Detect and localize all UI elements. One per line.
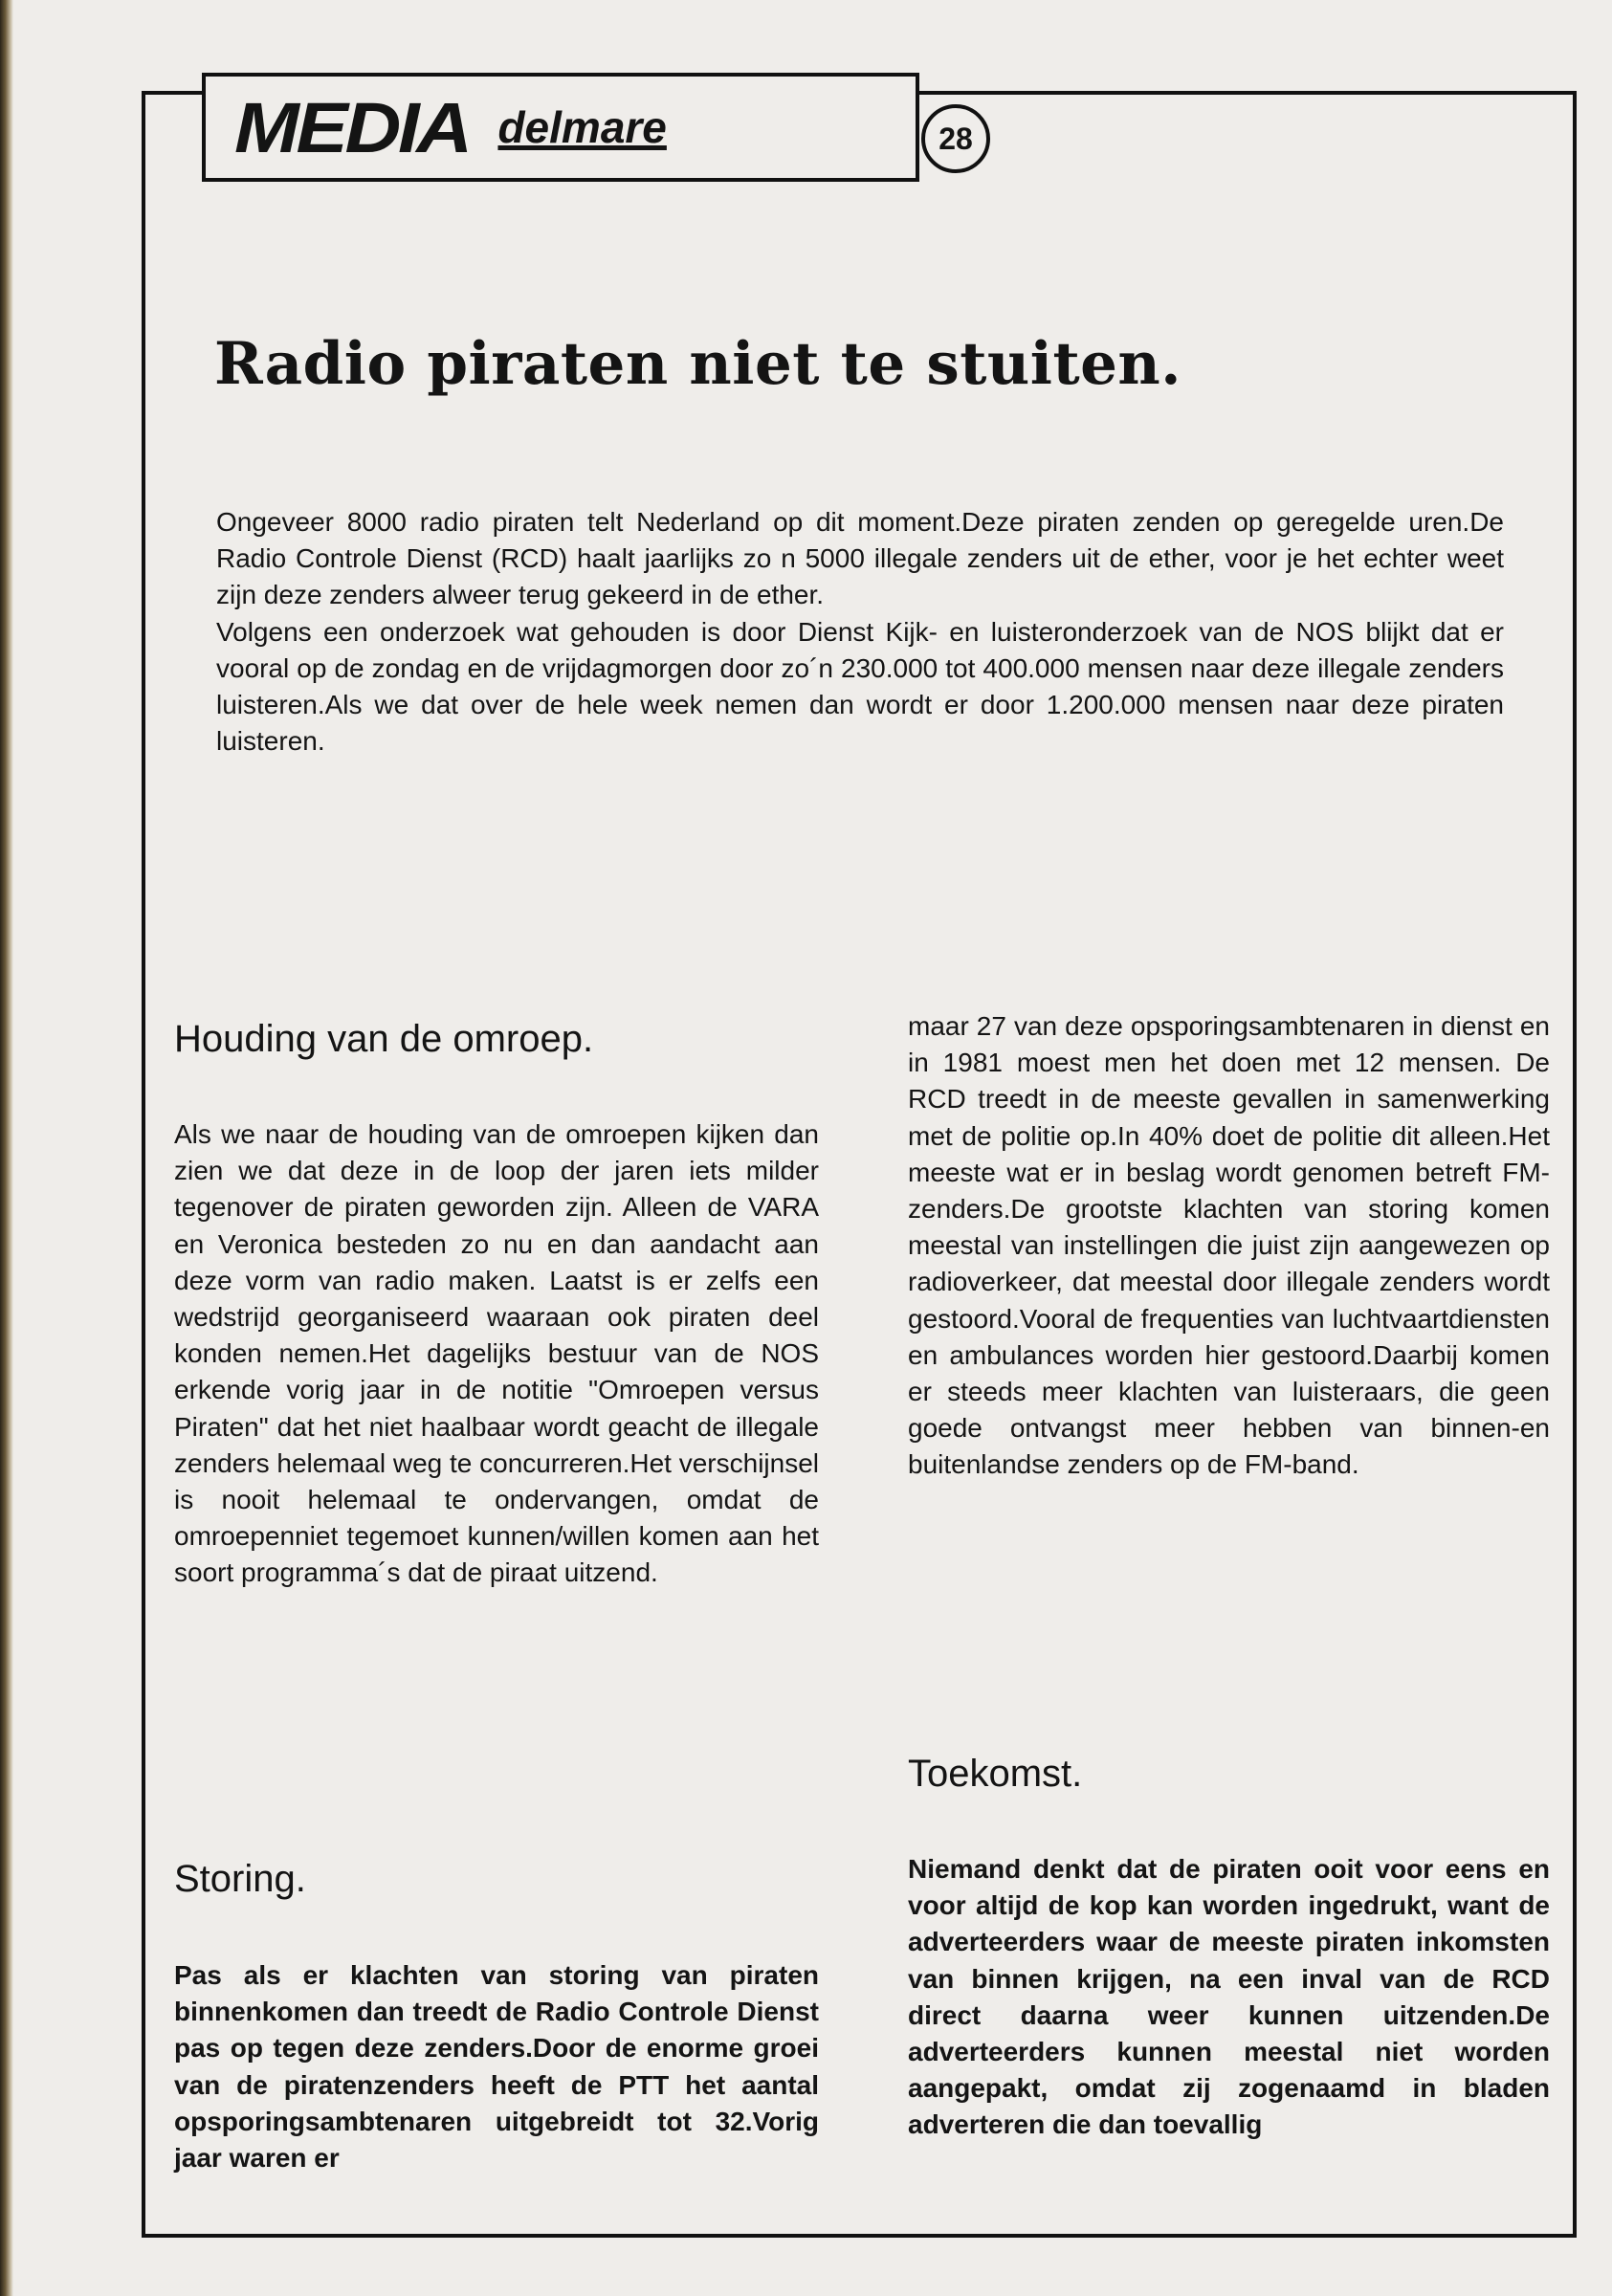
intro-paragraph: Ongeveer 8000 radio piraten telt Nederland op dit moment.Deze piraten zenden op geregelde uren.De Radio Controle Dienst (RCD) haalt jaarlijks zo n 5000 illegale zenders uit de ether, voor je het echter weet zijn deze zenders alweer terug gekeerd in de ether. [216,507,1504,610]
heading-houding: Houding van de omroep. [174,1018,594,1060]
masthead [202,73,919,182]
book-binding [0,0,13,2296]
logo-delmare: delmare [497,102,667,152]
body-toekomst: Niemand denkt dat de piraten ooit voor eens en voor altijd de kop kan worden ingedrukt, want de adverteerders waar de meeste piraten inkomsten van binnen krijgen, na een inval van de RCD direct daarna weer kunnen uitzenden.De adverteerders kunnen meestal niet worden aangepakt, omdat zij zogenaamd in bladen adverteren die dan toevallig [908,1854,1550,2140]
intro-paragraph: Volgens een onderzoek wat gehouden is door Dienst Kijk- en luisteronderzoek van de NOS blijkt dat er vooral op de zondag en de vrijdagmorgen door zo´n 230.000 tot 400.000 mensen naar deze illegale zenders luisteren.Als we dat over de hele week nemen dan wordt er door 1.200.000 mensen naar deze piraten luisteren. [216,616,1504,757]
heading-storing: Storing. [174,1858,306,1900]
logo-media: MEDIA [234,87,470,167]
heading-toekomst: Toekomst. [908,1753,1083,1795]
body-houding: Als we naar de houding van de omroepen kijken dan zien we dat deze in de loop der jaren iets milder tegenover de piraten geworden zijn. Alleen de VARA en Veronica besteden zo nu en dan aandacht aan deze vorm van radio maken. Laatst is er zelfs een wedstrijd georganiseerd waaraan ook piraten deel konden nemen.Het dagelijks bestuur van de NOS erkende vorig jaar in de notitie "Omroepen versus Piraten" dat het niet haalbaar wordt geacht de illegale zenders helemaal weg te concurreren.Het verschijnsel is nooit helemaal te ondervangen, omdat de omroepenniet tegemoet kunnen/willen komen aan het soort programma´s dat de piraat uitzend. [174,1119,819,1588]
body-storing-continued: maar 27 van deze opsporingsambtenaren in dienst en in 1981 moest men het doen met 12 mensen. De RCD treedt in de meeste gevallen in samenwerking met de politie op.In 40% doet de politie dit alleen.Het meeste wat er in beslag wordt genomen betreft FM-zenders.De grootste klachten van storing komen meestal van instellingen die juist zijn aangewezen op radioverkeer, dat meestal door illegale zenders wordt gestoord.Vooral de frequenties van luchtvaartdiensten en ambulances worden hier gestoord.Daarbij komen er steeds meer klachten van luisteraars, die geen goede ontvangst meer hebben van binnen-en buitenlandse zenders op de FM-band. [908,1011,1550,1480]
page-number-badge: 28 [921,104,990,173]
article-title: Radio piraten niet te stuiten. [214,330,1182,398]
body-storing: Pas als er klachten van storing van piraten binnenkomen dan treedt de Radio Controle Dienst pas op tegen deze zenders.Door de enorme groei van de piratenzenders heeft de PTT het aantal opsporingsambtenaren uitgebreidt tot 32.Vorig jaar waren er [174,1960,819,2174]
intro [216,504,1504,760]
